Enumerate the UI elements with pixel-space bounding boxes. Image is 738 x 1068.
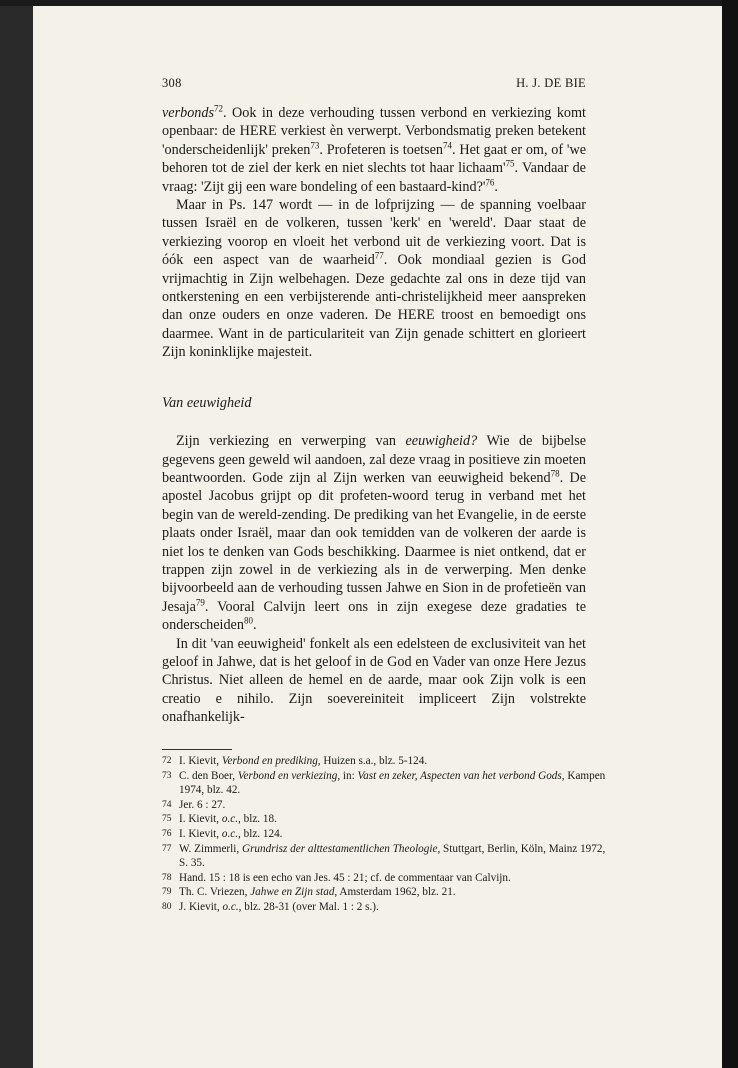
fn-title: Vast en zeker, Aspecten van het verbond Gods, <box>357 769 565 782</box>
fn-part: Amsterdam 1962, blz. 21. <box>337 886 456 899</box>
footnote-74 <box>162 798 606 813</box>
fn-title: o.c., <box>221 827 241 840</box>
paragraph-1 <box>162 104 586 196</box>
footnote-ref-80: 80 <box>243 615 253 626</box>
page-number: 308 <box>162 76 182 90</box>
footnote-72 <box>162 754 606 769</box>
fn-part: Kampen 1974, blz. 42. <box>179 769 606 797</box>
body-text <box>162 104 586 727</box>
text: Maar in Ps. 147 wordt — in de lofprijzing — de spanning voelbaar tussen Israël en de volkeren, tussen 'kerk' en 'wereld'. Daar staat de verkiezing voorop en vloeit het verbond uit de verkiezing voort. Dat is óók een aspect van de waarheid <box>162 197 586 269</box>
footnote-75 <box>162 812 606 827</box>
fn-part: Th. C. Vriezen, <box>179 886 251 899</box>
fn-part: Huizen s.a., blz. 5-124. <box>320 755 428 767</box>
footnote-ref-73: 73 <box>310 140 320 151</box>
fn-part: W. Zimmerli, <box>179 842 242 855</box>
footnote-ref-74: 74 <box>443 140 452 151</box>
text: . <box>494 178 498 195</box>
footnote-ref-76: 76 <box>485 176 495 187</box>
paragraph-3 <box>162 432 586 634</box>
footnote-number: 80 <box>162 901 172 912</box>
fn-title: o.c., <box>221 813 241 826</box>
footnote-79 <box>162 885 606 900</box>
fn-part: blz. 18. <box>240 813 277 826</box>
fn-part: I. Kievit, <box>179 755 222 767</box>
footnote-text <box>179 812 606 827</box>
footnotes <box>162 749 606 915</box>
text: . <box>252 617 257 634</box>
footnote-78 <box>162 871 606 886</box>
footnote-76 <box>162 827 606 842</box>
text: . Het gaat er om, of 'we behoren tot de ziel der kerk en niet slechts tot haar lichaam' <box>162 141 586 177</box>
text: . Ook mondiaal gezien is God vrijmachtig in Zijn welbehagen. Deze gedachte zal ons in deze tijd van ontkerstening en een verbijsterende anti-christelijkheid meer aanspreken dan onze ouders en onze vaderen. De HERE troost en bemoedigt ons daarmee. Want in de particulariteit van Zijn genade schittert en glorieert Zijn koninklijke majesteit. <box>162 252 586 361</box>
fn-part: J. Kievit, <box>179 900 223 913</box>
footnote-text <box>179 885 606 900</box>
footnote-ref-75: 75 <box>505 158 515 169</box>
footnote-number: 74 <box>162 799 172 810</box>
text: . Profeteren is toetsen <box>319 141 443 158</box>
fn-title: o.c., <box>222 900 242 913</box>
text-em: verbonds <box>162 105 215 121</box>
text-em: eeuwigheid? <box>405 433 478 450</box>
running-author: H. J. DE BIE <box>516 76 586 90</box>
text: Wie de bijbelse gegevens geen geweld wil aandoen, zal deze vraag in positieve zin moeten beantwoorden. Gode zijn al Zijn werken van eeuwigheid bekend <box>162 433 587 486</box>
text: . Vandaar de vraag: 'Zijt gij een ware bondeling of een bastaard-kind?' <box>162 160 586 195</box>
footnote-number: 73 <box>162 770 172 781</box>
text: . Vooral Calvijn leert ons in zijn exegese deze gradaties te onderscheiden <box>162 598 586 634</box>
footnote-number: 78 <box>162 872 172 883</box>
fn-title: Verbond en prediking, <box>221 755 321 767</box>
footnote-number: 77 <box>162 843 172 854</box>
fn-part: Stuttgart, Berlin, Köln, Mainz 1972, S. 35. <box>179 842 606 870</box>
footnote-80 <box>162 900 606 915</box>
footnote-text <box>179 769 606 798</box>
footnote-text <box>179 754 606 769</box>
footnote-ref-77: 77 <box>374 250 384 261</box>
fn-title: Grundrisz der alttestamentlichen Theologie, <box>241 842 441 855</box>
footnote-number: 76 <box>162 828 172 839</box>
footnote-ref-72: 72 <box>214 103 224 114</box>
fn-part: blz. 124. <box>240 827 283 840</box>
footnote-text <box>179 842 606 871</box>
fn-part: in: <box>340 769 358 782</box>
footnote-73 <box>162 769 606 798</box>
footnote-text <box>179 900 606 915</box>
footnote-number: 79 <box>162 887 172 898</box>
fn-title: Verbond en verkiezing, <box>237 769 341 782</box>
text: Zijn verkiezing en verwerping van <box>176 433 406 450</box>
text: . De apostel Jacobus grijpt op dit profeten-woord terug in verband met het begin van de wereld-zending. De prediking van het Evangelie, in de eerste plaats onder Israël, maar dan ook temidden van de volkeren der aarde is niet los te denken van Gods beschikking. Daarmee is niet ontkend, dat er trappen zijn zowel in de verkiezing als in de verwerping. Men denke bijvoorbeeld aan de verhouding tussen Jahwe en Sion in de profetieën van Jesaja <box>162 469 586 615</box>
footnote-text: Hand. 15 : 18 is een echo van Jes. 45 : 21; cf. de commentaar van Calvijn. <box>179 871 511 884</box>
fn-part: C. den Boer, <box>179 769 238 782</box>
fn-part: blz. 28-31 (over Mal. 1 : 2 s.). <box>241 900 379 913</box>
footnote-number: 72 <box>162 756 172 766</box>
fn-part: I. Kievit, <box>179 813 222 826</box>
paragraph-4 <box>162 635 586 727</box>
paragraph-2 <box>162 196 586 362</box>
footnote-ref-78: 78 <box>550 468 560 479</box>
footnote-rule <box>162 749 232 750</box>
footnote-text <box>179 827 606 842</box>
footnote-ref-79: 79 <box>195 597 205 608</box>
footnote-77 <box>162 842 606 871</box>
footnote-number: 75 <box>162 814 172 825</box>
footnote-text: Jer. 6 : 27. <box>179 798 226 811</box>
scan-border-right <box>722 0 738 1068</box>
section-heading: Van eeuwigheid <box>162 394 252 411</box>
text: In dit 'van eeuwigheid' fonkelt als een edelsteen de exclusiviteit van het geloof in Jahwe, dat is het geloof in de God en Vader van onze Here Jezus Christus. Niet alleen de hemel en de aarde, maar ook Zijn volk is een creatio e nihilo. Zijn soevereiniteit impliceert Zijn volstrekte onafhankelijk- <box>162 635 586 726</box>
fn-title: Jahwe en Zijn stad, <box>250 886 338 899</box>
fn-part: I. Kievit, <box>179 827 222 840</box>
text: . Ook in deze verhouding tussen verbond en verkiezing komt openbaar: de HERE verkiest èn verwerpt. Verbondsmatig preken betekent 'onderscheidenlijk' preken <box>162 105 586 158</box>
